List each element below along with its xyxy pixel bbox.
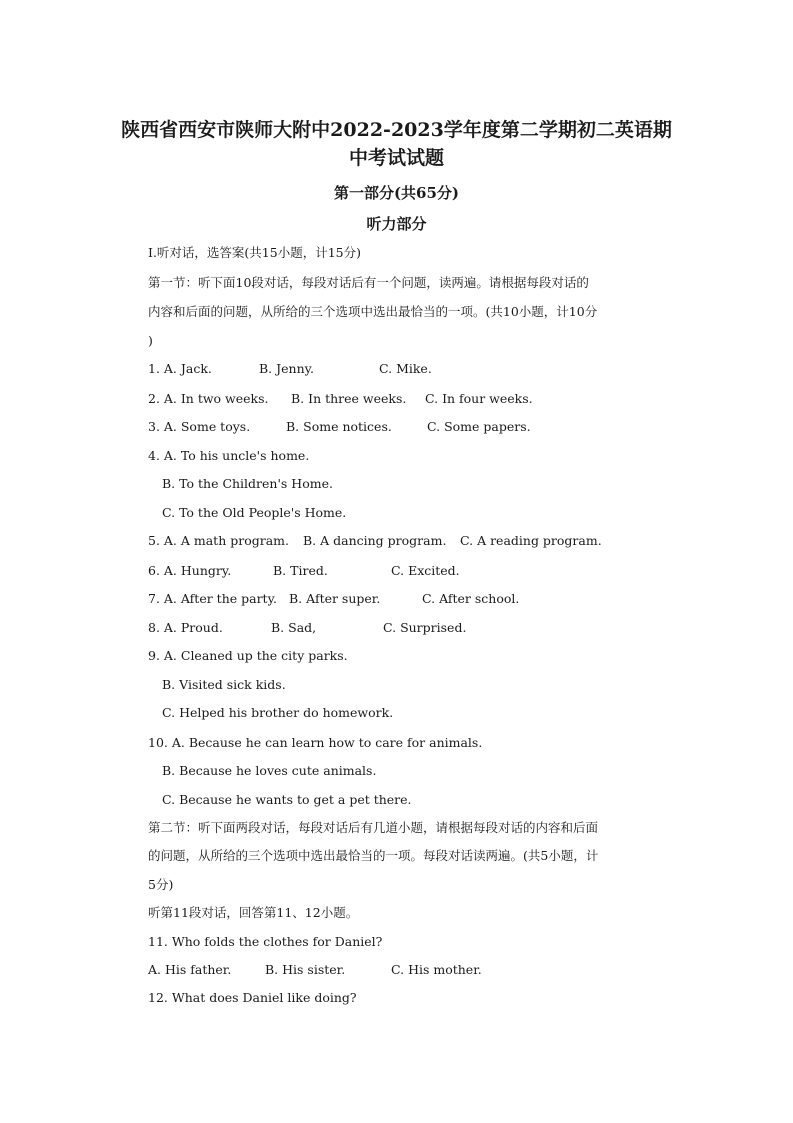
exam-title bbox=[110, 116, 683, 172]
q8-option-c: C. Surprised. bbox=[383, 620, 467, 635]
listening-heading: 听力部分 bbox=[366, 215, 427, 233]
q7-option-a: 7. A. After the party. bbox=[148, 591, 277, 606]
q9-option-b: B. Visited sick kids. bbox=[162, 677, 286, 692]
q6-option-a: 6. A. Hungry. bbox=[148, 563, 232, 578]
q4-option-a: 4. A. To his uncle's home. bbox=[148, 448, 310, 463]
q6-option-b: B. Tired. bbox=[273, 563, 328, 578]
q2-option-b: B. In three weeks. bbox=[291, 391, 407, 406]
q5-option-b: B. A dancing program. bbox=[303, 533, 447, 548]
q8-option-b: B. Sad, bbox=[271, 620, 317, 635]
part1-instruction-line-3: ) bbox=[148, 333, 153, 348]
q12-stem: 12. What does Daniel like doing? bbox=[148, 990, 357, 1005]
q3-option-b: B. Some notices. bbox=[286, 419, 392, 434]
exam-title-line-1: 陕西省西安市陕师大附中2022-2023学年度第二学期初二英语期 bbox=[121, 119, 672, 141]
part1-instruction-line-1: 第一节：听下面10段对话，每段对话后有一个问题，读两遍。请根据每段对话的 bbox=[148, 275, 589, 290]
q7-option-b: B. After super. bbox=[289, 591, 381, 606]
dialog-11-instruction: 听第11段对话，回答第11、12小题。 bbox=[148, 905, 359, 920]
q7-option-c: C. After school. bbox=[422, 591, 520, 606]
exam-title-line-2: 中考试试题 bbox=[348, 147, 444, 169]
q2-option-a: 2. A. In two weeks. bbox=[148, 391, 269, 406]
q4-option-c: C. To the Old People's Home. bbox=[162, 505, 347, 520]
part2-instruction-line-3: 5分) bbox=[148, 877, 174, 892]
q3-option-a: 3. A. Some toys. bbox=[148, 419, 251, 434]
q1-option-b: B. Jenny. bbox=[259, 361, 315, 376]
q10-option-a: 10. A. Because he can learn how to care for animals. bbox=[148, 735, 483, 750]
q11-option-b: B. His sister. bbox=[265, 962, 346, 977]
q5-option-a: 5. A. A math program. bbox=[148, 533, 289, 548]
q9-option-c: C. Helped his brother do homework. bbox=[162, 705, 394, 720]
q5-option-c: C. A reading program. bbox=[460, 533, 602, 548]
q1-option-a: 1. A. Jack. bbox=[148, 361, 212, 376]
q8-option-a: 8. A. Proud. bbox=[148, 620, 223, 635]
part1-instruction-line-2: 内容和后面的问题，从所给的三个选项中选出最恰当的一项。(共10小题，计10分 bbox=[148, 304, 598, 319]
q9-option-a: 9. A. Cleaned up the city parks. bbox=[148, 648, 348, 663]
part2-instruction-line-1: 第二节：听下面两段对话，每段对话后有几道小题，请根据每段对话的内容和后面 bbox=[148, 820, 599, 835]
q4-option-b: B. To the Children's Home. bbox=[162, 476, 333, 491]
part-heading: 第一部分(共65分) bbox=[333, 184, 460, 202]
q1-option-c: C. Mike. bbox=[379, 361, 432, 376]
section-i-instruction: I.听对话，选答案(共15小题，计15分) bbox=[148, 245, 361, 260]
q10-option-c: C. Because he wants to get a pet there. bbox=[162, 792, 412, 807]
q6-option-c: C. Excited. bbox=[391, 563, 460, 578]
q2-option-c: C. In four weeks. bbox=[425, 391, 533, 406]
q11-option-a: A. His father. bbox=[148, 962, 232, 977]
part2-instruction-line-2: 的问题，从所给的三个选项中选出最恰当的一项。每段对话读两遍。(共5小题，计 bbox=[148, 848, 599, 863]
q3-option-c: C. Some papers. bbox=[427, 419, 531, 434]
q11-option-c: C. His mother. bbox=[391, 962, 482, 977]
q11-stem: 11. Who folds the clothes for Daniel? bbox=[148, 934, 383, 949]
q10-option-b: B. Because he loves cute animals. bbox=[162, 763, 377, 778]
